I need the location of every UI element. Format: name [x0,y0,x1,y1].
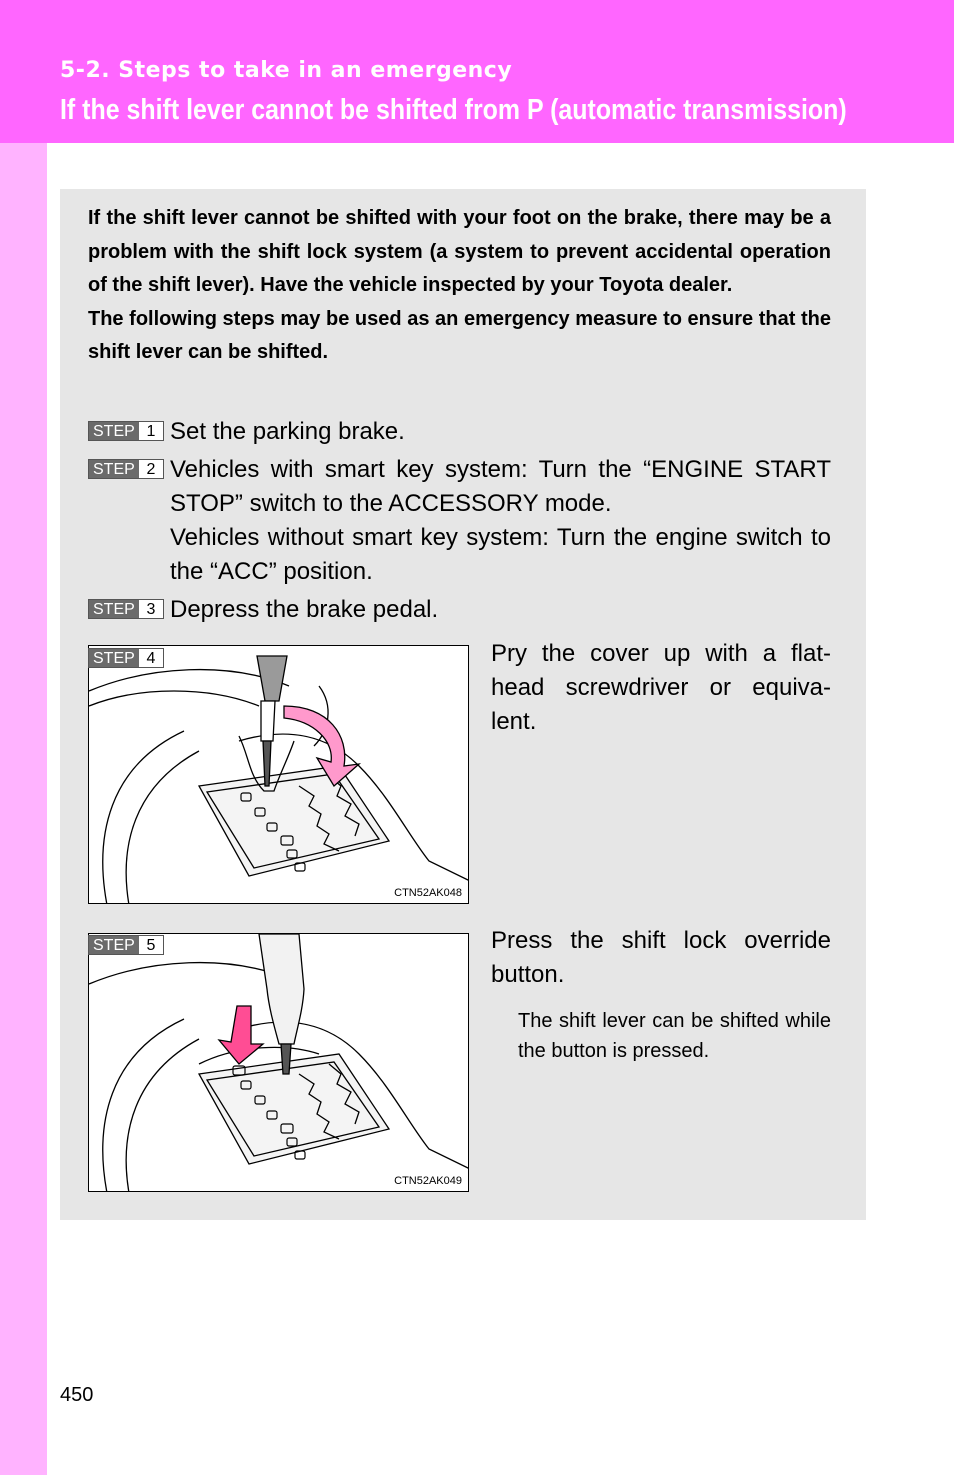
step-tag-label: STEP [89,460,139,478]
step-line: Depress the brake pedal. [170,596,439,623]
step-number: 2 [139,460,163,478]
step-3-text [170,593,831,627]
figure-code: CTN52AK048 [394,887,462,899]
step-4-tag [88,648,164,668]
intro-paragraph: If the shift lever cannot be shifted with your foot on the brake, there may be a problem with the shift lock system (a system to prevent accidental operation of the shift lever). Have the vehicle inspected by your Toyota dealer. [88,207,831,297]
page-number: 450 [60,1384,94,1406]
step-line: Vehicles with smart key system: Turn the “ENGINE START STOP” switch to the ACCESSORY mode. [170,456,831,517]
step-tag-label: STEP [89,936,139,954]
step-2-text [170,453,831,589]
step-5-text [491,924,831,992]
intro-text [88,202,831,370]
step-number: 1 [139,422,163,440]
step-2-tag [88,459,164,479]
side-band [0,143,47,1475]
step-tag-label: STEP [89,600,139,618]
step-number: 5 [139,936,163,954]
shift-lock-override-illustration [89,934,469,1192]
step-1-tag [88,421,164,441]
figure-code: CTN52AK049 [394,1175,462,1187]
section-label: 5-2. Steps to take in an emergency [60,58,513,83]
step-4-illustration [88,645,469,904]
step-tag-label: STEP [89,422,139,440]
intro-paragraph: The following steps may be used as an emergency measure to ensure that the shift lever can be shifted. [88,307,831,364]
step-3-tag [88,599,164,619]
step-line: Press the shift lock override button. [491,927,831,988]
step-line: Set the parking brake. [170,418,405,445]
step-1-text [170,415,831,449]
step-5-tag [88,935,164,955]
shift-lever-cover-illustration [89,646,469,904]
step-5-note: The shift lever can be shifted while the button is pressed. [518,1010,831,1062]
step-line: Pry the cover up with a flat-head screwdriver or equiva-lent. [491,640,831,735]
page-heading: If the shift lever cannot be shifted from P (automatic transmission) [60,94,847,126]
step-tag-label: STEP [89,649,139,667]
step-4-text [491,637,831,739]
step-line: Vehicles without smart key system: Turn the engine switch to the “ACC” position. [170,524,831,585]
step-number: 3 [139,600,163,618]
step-number: 4 [139,649,163,667]
step-5-illustration [88,933,469,1192]
